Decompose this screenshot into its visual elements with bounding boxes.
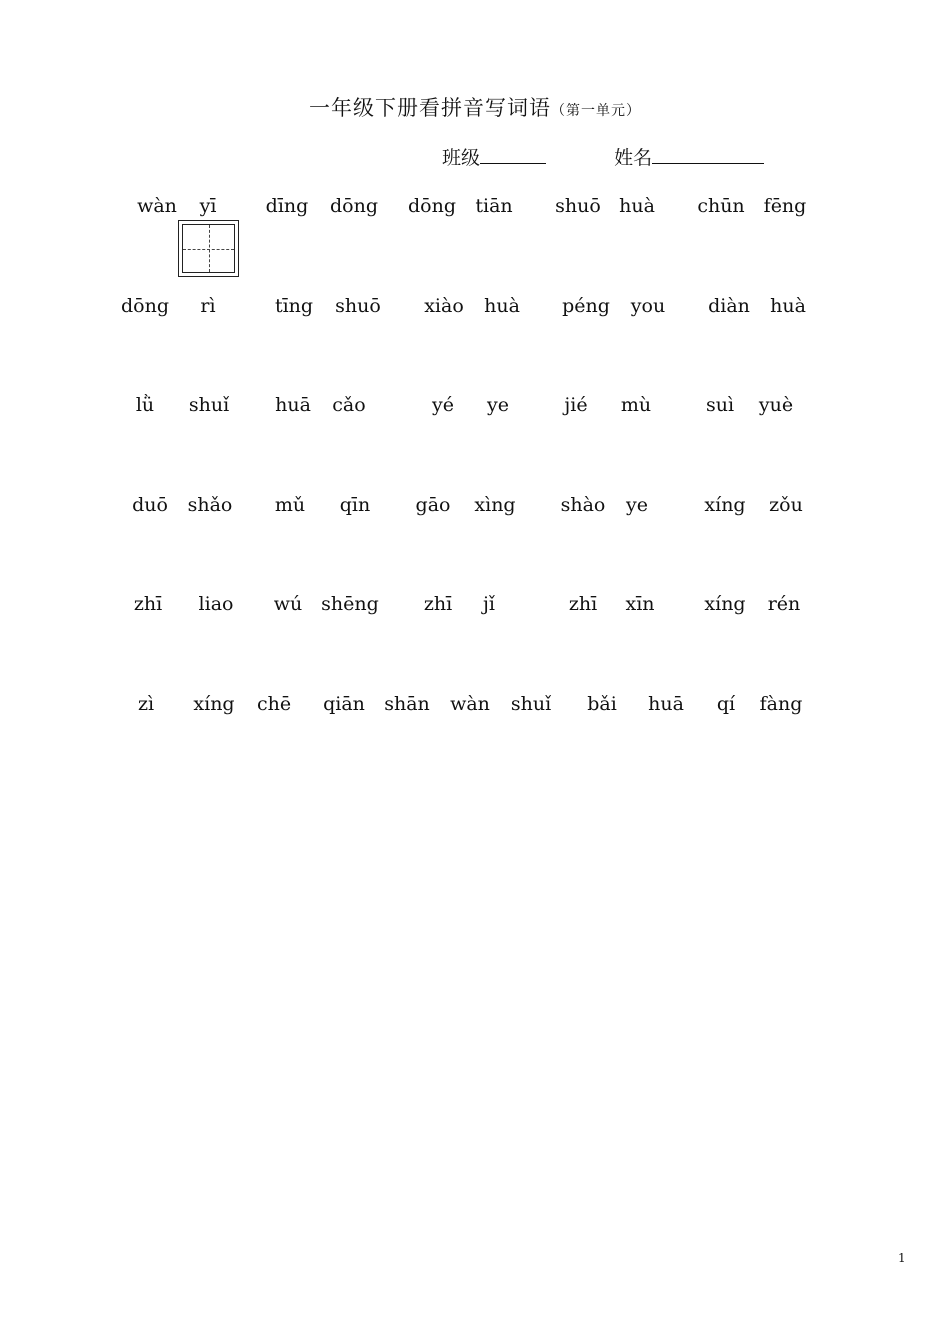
pinyin-syllable: fēng — [763, 195, 807, 217]
pinyin-syllable: mù — [620, 394, 652, 416]
pinyin-syllable: xīn — [625, 593, 655, 615]
pinyin-syllable: cǎo — [332, 394, 366, 416]
pinyin-syllable: shuǐ — [188, 394, 230, 416]
pinyin-syllable: ye — [487, 394, 509, 416]
pinyin-syllable: diàn — [708, 295, 750, 317]
pinyin-syllable: qiān — [323, 693, 365, 715]
pinyin-syllable: liao — [198, 593, 234, 615]
pinyin-syllable: xíng — [704, 494, 746, 516]
pinyin-syllable: shēng — [321, 593, 379, 615]
writing-grid-box[interactable] — [178, 220, 239, 277]
title-subtitle: （第一单元） — [551, 103, 641, 119]
pinyin-syllable: xíng — [193, 693, 235, 715]
pinyin-syllable: suì — [705, 394, 735, 416]
class-blank[interactable] — [480, 145, 546, 164]
pinyin-syllable: xíng — [704, 593, 746, 615]
pinyin-syllable: shuō — [555, 195, 601, 217]
pinyin-syllable: zhī — [133, 593, 163, 615]
pinyin-syllable: dīng — [265, 195, 309, 217]
page-number: 1 — [898, 1251, 906, 1265]
pinyin-syllable: xiào — [424, 295, 464, 317]
worksheet-title — [0, 92, 950, 122]
class-label: 班级 — [442, 147, 481, 169]
pinyin-syllable: duō — [132, 494, 168, 516]
pinyin-syllable: lǜ — [135, 394, 155, 416]
pinyin-syllable: tīng — [274, 295, 314, 317]
pinyin-syllable: yī — [199, 195, 217, 217]
pinyin-syllable: wàn — [450, 693, 490, 715]
name-label: 姓名 — [614, 147, 653, 169]
pinyin-syllable: gāo — [415, 494, 451, 516]
title-text: 一年级下册看拼音写词语 — [309, 96, 551, 120]
pinyin-syllable: huā — [275, 394, 311, 416]
pinyin-syllable: huā — [648, 693, 684, 715]
pinyin-syllable: huà — [770, 295, 806, 317]
pinyin-syllable: shuǐ — [510, 693, 552, 715]
pinyin-syllable: shān — [384, 693, 430, 715]
pinyin-syllable: péng — [562, 295, 610, 317]
pinyin-syllable: zì — [137, 693, 155, 715]
pinyin-syllable: zhī — [423, 593, 453, 615]
pinyin-syllable: tiān — [475, 195, 513, 217]
pinyin-syllable: chē — [256, 693, 292, 715]
pinyin-syllable: wú — [273, 593, 303, 615]
pinyin-syllable: dōng — [120, 295, 170, 317]
pinyin-syllable: dōng — [329, 195, 379, 217]
pinyin-syllable: shǎo — [187, 494, 233, 516]
pinyin-syllable: qīn — [339, 494, 371, 516]
pinyin-syllable: xìng — [474, 494, 516, 516]
pinyin-syllable: yé — [432, 394, 454, 416]
pinyin-syllable: jié — [564, 394, 588, 416]
pinyin-syllable: zǒu — [769, 494, 803, 516]
pinyin-syllable: zhī — [568, 593, 598, 615]
pinyin-syllable: shuō — [335, 295, 381, 317]
pinyin-syllable: fàng — [759, 693, 803, 715]
pinyin-syllable: mǔ — [274, 494, 306, 516]
pinyin-syllable: qí — [716, 693, 736, 715]
pinyin-syllable: rén — [767, 593, 801, 615]
name-blank[interactable] — [652, 145, 764, 164]
pinyin-syllable: huà — [619, 195, 655, 217]
pinyin-syllable: you — [630, 295, 666, 317]
student-info — [442, 143, 764, 170]
pinyin-syllable: jǐ — [483, 593, 495, 615]
pinyin-syllable: bǎi — [587, 693, 617, 715]
pinyin-syllable: yuè — [758, 394, 794, 416]
pinyin-syllable: chūn — [697, 195, 745, 217]
pinyin-syllable: shào — [560, 494, 606, 516]
pinyin-syllable: rì — [200, 295, 216, 317]
pinyin-syllable: wàn — [137, 195, 177, 217]
pinyin-syllable: dōng — [407, 195, 457, 217]
pinyin-syllable: huà — [484, 295, 520, 317]
pinyin-syllable: ye — [626, 494, 648, 516]
